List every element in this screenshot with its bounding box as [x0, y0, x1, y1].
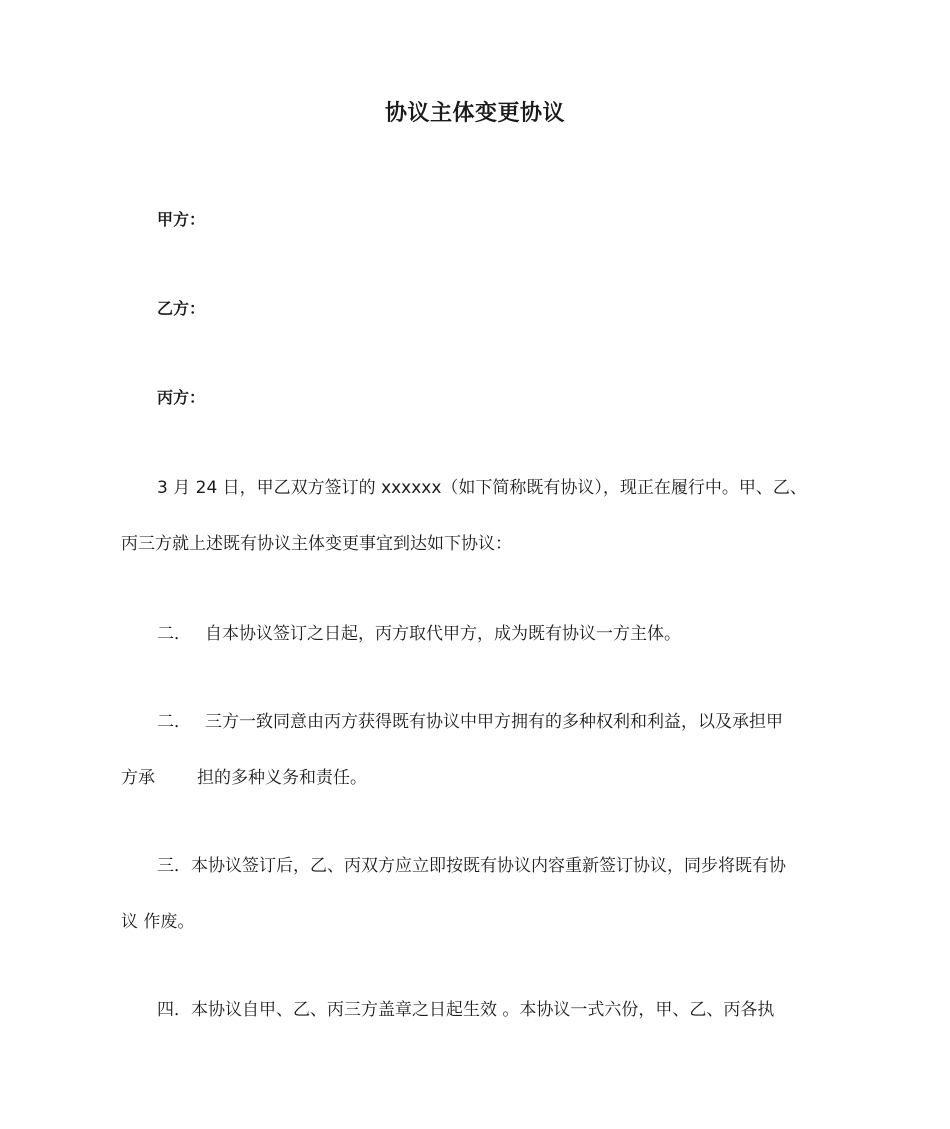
intro-line-1: 3 月 24 日，甲乙双方签订的 xxxxxx（如下简称既有协议），现正在履行中。甲、乙、 [157, 478, 807, 498]
clause-4-line-1: 四．本协议自甲、乙、丙三方盖章之日起生效 。本协议一式六份，甲、乙、丙各执 [157, 1000, 775, 1020]
clause-2-number: 二． [157, 712, 191, 732]
clause-1-text: 自本协议签订之日起，丙方取代甲方，成为既有协议一方主体。 [205, 624, 681, 644]
intro-line-2: 丙三方就上述既有协议主体变更事宜到达如下协议： [121, 534, 512, 554]
clause-2-text: 三方一致同意由丙方获得既有协议中甲方拥有的多种权利和利益，以及承担甲 [205, 712, 783, 732]
clause-3-line-2: 议 作废。 [121, 912, 195, 932]
party-c-label: 丙方： [157, 388, 206, 407]
clause-2-line-2-part-b: 担的多种义务和责任。 [197, 768, 367, 788]
party-a-label: 甲方： [157, 210, 206, 229]
clause-1 [157, 619, 681, 644]
clause-2-line-1 [157, 707, 783, 732]
clause-3-line-1: 三．本协议签订后，乙、丙双方应立即按既有协议内容重新签订协议，同步将既有协 [157, 856, 786, 876]
clause-2-line-2-part-a: 方承 [121, 768, 155, 788]
document-title: 协议主体变更协议 [384, 101, 565, 126]
clause-2-line-2 [121, 763, 367, 788]
clause-1-number: 二． [157, 624, 191, 644]
party-b-label: 乙方： [157, 299, 206, 318]
